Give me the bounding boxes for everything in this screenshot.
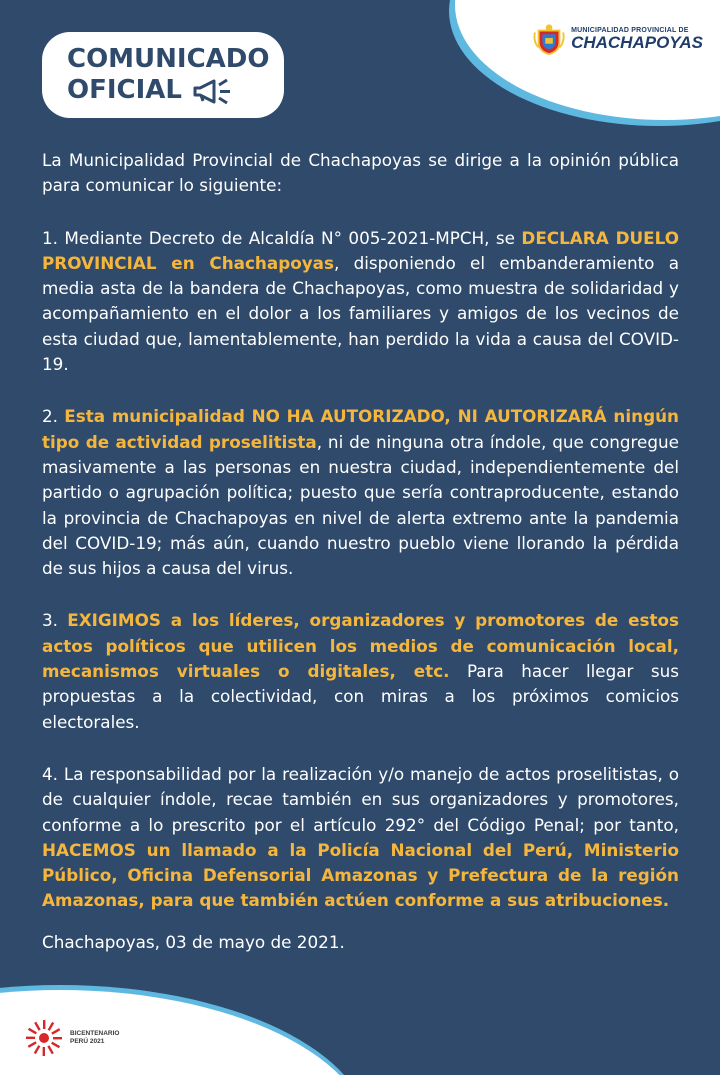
p2-text-a: 2. [42, 406, 65, 427]
p4-highlight: HACEMOS un llamado a la Policía Nacional del Perú, Ministerio Público, Oficina Defensorial Amazonas y Prefectura de la región Amazonas, para que también actúen conforme a sus atribuciones. [42, 839, 679, 911]
p3-text-a: 3. [42, 610, 68, 631]
bicentenario-line-1: BICENTENARIO [70, 1030, 120, 1037]
paragraph-1 [42, 226, 679, 378]
paragraph-3 [42, 608, 679, 734]
p1-text-a: 1. Mediante Decreto de Alcaldía N° 005-2021-MPCH, se [42, 227, 522, 248]
closing-line: Chachapoyas, 03 de mayo de 2021. [42, 931, 345, 952]
comunicado-badge [42, 32, 284, 118]
p3-text-b: Para hacer llegar sus propuestas a la colectividad, con miras a los próximos comicios electorales. [42, 661, 679, 732]
p4-text-a: 4. La responsabilidad por la realización y/o manejo de actos proselitistas, o de cualquier índole, recae también en sus organizadores y promotores, conforme a lo prescrito por el artículo 292° del Código Penal; por tanto, [42, 763, 679, 835]
p2-highlight: Esta municipalidad NO HA AUTORIZADO, NI AUTORIZARÁ ningún tipo de actividad proselitista [42, 406, 679, 452]
logo-title: CHACHAPOYAS [571, 33, 703, 52]
bicentenario-logo [24, 1018, 119, 1058]
municipality-logo [533, 18, 703, 60]
badge-line-1: COMUNICADO [67, 44, 270, 74]
bicentenario-line-2: PERÚ 2021 [70, 1038, 105, 1045]
badge-line-2: OFICIAL [67, 75, 182, 105]
paragraph-2 [42, 404, 679, 581]
coat-of-arms-icon [533, 22, 565, 56]
bicentenario-sunburst-icon [24, 1018, 64, 1058]
paragraph-4 [42, 762, 679, 914]
logo-subtitle: MUNICIPALIDAD PROVINCIAL DE [571, 27, 689, 34]
p1-highlight: DECLARA DUELO PROVINCIAL en Chachapoyas [42, 227, 679, 273]
megaphone-icon [192, 78, 234, 104]
p1-text-b: , disponiendo el embanderamiento a media asta de la bandera de Chachapoyas, como muestra de solidaridad y acompañamiento en el dolor a los familiares y amigos de los vecinos de esta ciudad que, lamentablemente, han perdido la vida a causa del COVID-19. [42, 252, 679, 375]
p2-text-b: , ni de ninguna otra índole, que congregue masivamente a las personas en nuestra ciudad, independientemente del partido o agrupación política; puesto que sería contraproducente, estando la provincia de Chachapoyas en nivel de alerta extremo ante la pandemia del COVID-19; más aún, cuando nuestro pueblo viene llorando la pérdida de sus hijos a causa del virus. [42, 431, 679, 579]
announcement-body [42, 148, 679, 955]
intro-paragraph: La Municipalidad Provincial de Chachapoyas se dirige a la opinión pública para comunicar lo siguiente: [42, 150, 679, 196]
p3-highlight: EXIGIMOS a los líderes, organizadores y promotores de estos actos políticos que utilicen los medios de comunicación local, mecanismos virtuales o digitales, etc. [42, 610, 679, 682]
